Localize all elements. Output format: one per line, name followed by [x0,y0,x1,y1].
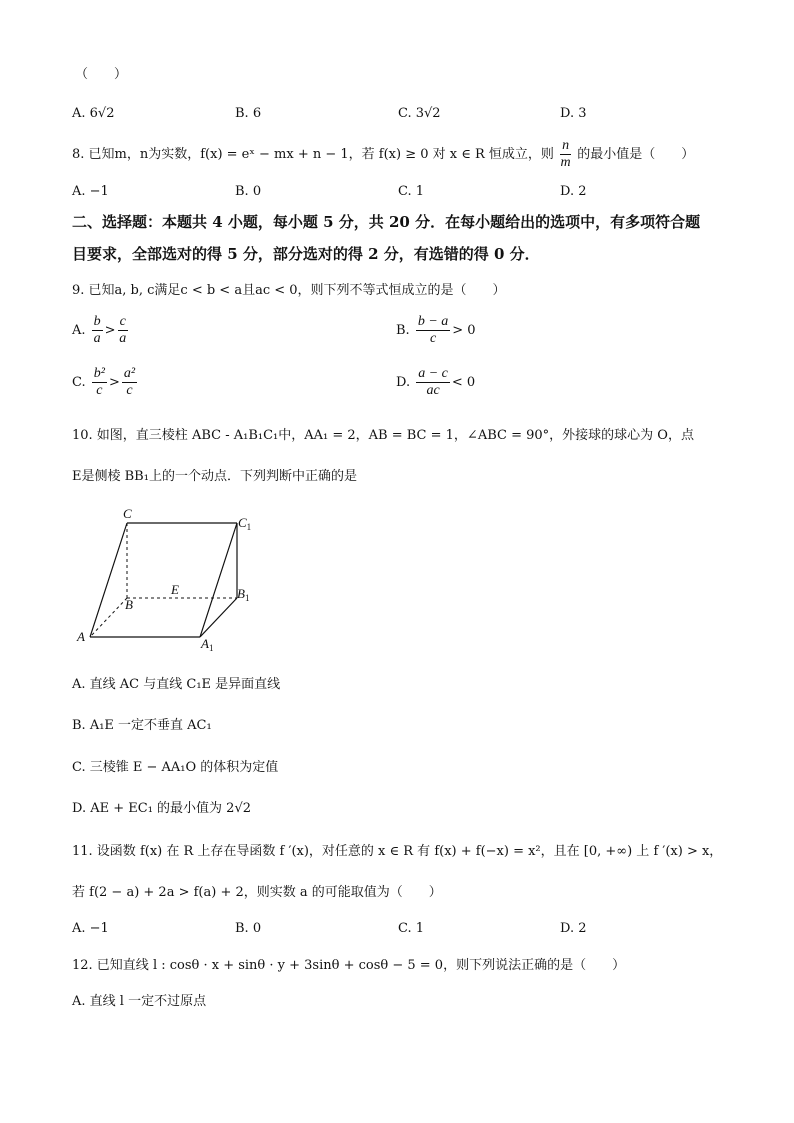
label-b1-main: B [237,586,245,601]
q9-d-frac [416,366,450,399]
q12-line1: 12. 已知直线 l : cosθ · x + sinθ · y + 3sinθ + cosθ − 5 = 0，则下列说法正确的是（ ） [72,958,626,973]
q11-option-b: B. 0 [235,921,262,936]
label-c1-main: C [238,515,247,530]
q11-option-a: A. −1 [72,921,109,936]
q10-option-c: C. 三棱锥 E − AA₁O 的体积为定值 [72,760,279,775]
q7-option-b: B. 6 [235,106,262,121]
label-c1 [238,515,251,532]
q8-option-a: A. −1 [72,184,109,199]
label-a1-sub: 1 [208,643,214,653]
q8-fraction [560,138,571,171]
label-b1 [237,586,249,603]
label-a: A [77,629,85,644]
q11-option-d: D. 2 [560,921,587,936]
section2-line1: 二、选择题：本题共 4 小题，每小题 5 分，共 20 分．在每小题给出的选项中，有多项符合题 [72,213,701,231]
q9-a-frac1-den: a [93,331,101,346]
q9-option-d-label: D. [396,375,411,390]
q11-line1: 11. 设函数 f(x) 在 R 上存在导函数 f ′(x)，对任意的 x ∈ R 有 f(x) + f(−x) = x²，且在 [0, +∞) 上 f ′(x) > x， [72,844,723,859]
q9-option-b [396,314,476,348]
q10-line1: 10. 如图，直三棱柱 ABC - A₁B₁C₁中，AA₁ = 2，AB = BC = 1，∠ABC = 90°，外接球的球心为 O，点 [72,428,694,443]
label-b: B [125,597,133,612]
label-a1-main: A [201,636,209,651]
q9-c-operator: > [108,375,120,390]
q9-option-b-label: B. [396,323,410,338]
q9-c-frac2 [122,366,137,399]
q11-option-c: C. 1 [398,921,425,936]
q9-option-a-label: A. [72,323,86,338]
q9-b-frac-den: c [429,331,437,346]
q8-stem-tail: 的最小值是（ ） [577,147,695,162]
q8-stem [72,138,694,171]
q7-option-d: D. 3 [560,106,587,121]
q8-option-b: B. 0 [235,184,262,199]
q8-option-c: C. 1 [398,184,425,199]
q9-c-frac1 [92,366,107,399]
q9-option-a [72,314,130,348]
q9-stem: 9. 已知a, b, c满足c < b < a且ac < 0，则下列不等式恒成立的是（ ） [72,283,506,298]
edge-b1-a1 [200,598,237,637]
q9-c-frac1-num: b² [93,366,105,381]
q8-stem-text: 8. 已知m，n为实数，f(x) = eˣ − mx + n − 1，若 f(x) ≥ 0 对 x ∈ R 恒成立，则 [72,147,554,162]
label-c1-sub: 1 [246,522,252,532]
prism-figure [75,505,275,655]
q9-a-operator: > [104,323,116,338]
label-e: E [171,582,179,597]
q9-b-tail: > 0 [452,323,476,338]
q10-option-d: D. AE + EC₁ 的最小值为 2√2 [72,801,251,816]
q11-line2: 若 f(2 − a) + 2a > f(a) + 2，则实数 a 的可能取值为（ ） [72,885,442,900]
q9-c-frac2-den: c [126,383,133,398]
q9-a-frac1 [92,314,103,347]
q10-line2: E是侧棱 BB₁上的一个动点．下列判断中正确的是 [72,469,357,484]
q9-d-frac-num: a − c [418,366,448,381]
q9-c-frac2-num: a² [123,366,136,381]
label-b1-sub: 1 [244,593,250,603]
q8-fraction-den: m [560,155,571,170]
q9-b-frac-num: b − a [417,314,449,329]
q7-answer-bracket: （ ） [75,67,128,82]
q9-a-frac2-num: c [119,314,126,329]
label-c: C [123,506,132,521]
q9-c-frac1-den: c [96,383,103,398]
q10-option-b: B. A₁E 一定不垂直 AC₁ [72,718,212,733]
q9-option-c [72,366,139,400]
q8-fraction-num: n [562,138,570,153]
q9-d-tail: < 0 [451,375,476,390]
q9-a-frac2 [118,314,128,347]
q7-option-c: C. 3√2 [398,106,441,121]
section2-line2: 目要求，全部选对的得 5 分，部分选对的得 2 分，有选错的得 0 分． [72,245,540,263]
q10-option-a: A. 直线 AC 与直线 C₁E 是异面直线 [72,677,281,692]
edge-c-a [90,523,127,637]
q9-a-frac1-num: b [93,314,101,329]
q12-option-a: A. 直线 l 一定不过原点 [72,994,207,1009]
q9-a-frac2-den: a [119,331,127,346]
q9-option-d [396,366,475,400]
edge-b-a [90,598,127,637]
label-a1 [200,636,213,653]
q8-option-d: D. 2 [560,184,587,199]
q7-option-a: A. 6√2 [72,106,115,121]
q9-d-frac-den: ac [426,383,440,398]
q9-b-frac [416,314,450,347]
q9-option-c-label: C. [72,375,86,390]
edge-c1-a1 [200,523,237,637]
